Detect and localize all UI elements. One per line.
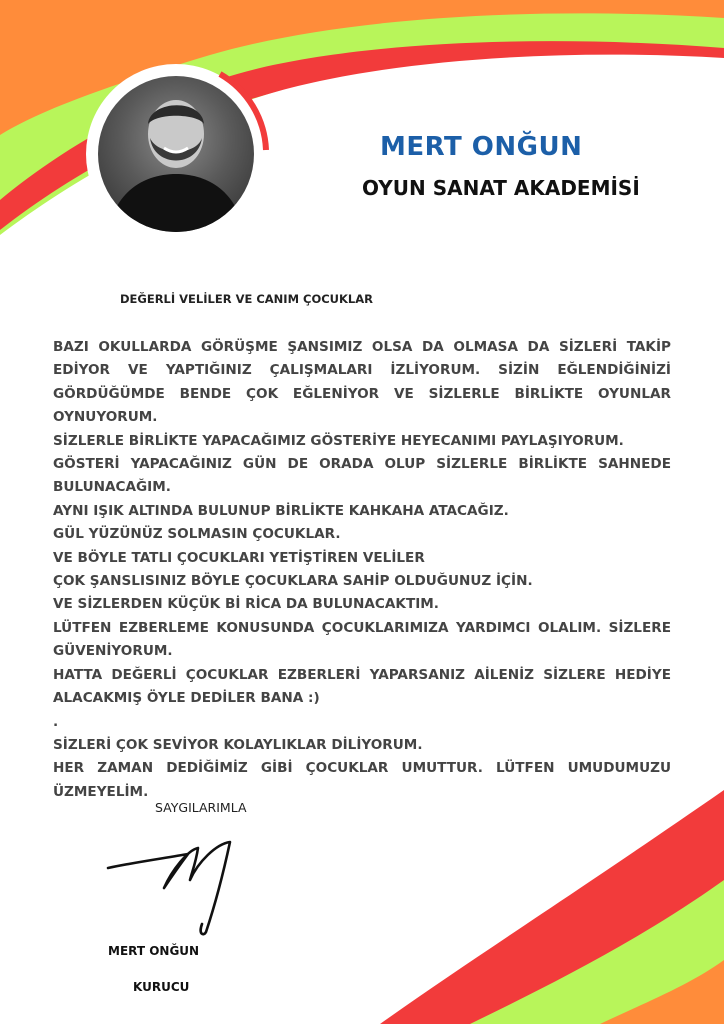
signature-name: MERT ONĞUN [108, 944, 200, 958]
letter-paragraph: LÜTFEN EZBERLEME KONUSUNDA ÇOCUKLARIMIZA YARDIMCI OLALIM. SİZLERE GÜVENİYORUM. [53, 619, 671, 660]
letter-body [53, 336, 671, 804]
letter-paragraph: SİZLERİ ÇOK SEVİYOR KOLAYLIKLAR DİLİYORUM. [53, 736, 423, 753]
letter-paragraph: ÇOK ŞANSLISINIZ BÖYLE ÇOCUKLARA SAHİP OLDUĞUNUZ İÇİN. [53, 573, 533, 590]
handwritten-signature [106, 840, 246, 940]
letter-greeting: DEĞERLİ VELİLER VE CANIM ÇOCUKLAR [120, 292, 374, 306]
signature-role: KURUCU [133, 980, 190, 994]
letter-paragraph: GÖSTERİ YAPACAĞINIZ GÜN DE ORADA OLUP SİZLERLE BİRLİKTE SAHNEDE BULUNACAĞIM. [53, 456, 671, 496]
profile-photo [98, 76, 254, 232]
header-name: MERT ONĞUN [380, 132, 583, 162]
letter-paragraph: SİZLERLE BİRLİKTE YAPACAĞIMIZ GÖSTERİYE HEYECANIMI PAYLAŞIYORUM. [53, 432, 624, 449]
letter-paragraph: AYNI IŞIK ALTINDA BULUNUP BİRLİKTE KAHKAHA ATACAĞIZ. [53, 502, 509, 519]
letter-paragraph: . [53, 713, 59, 730]
letter-paragraph: GÜL YÜZÜNÜZ SOLMASIN ÇOCUKLAR. [53, 526, 341, 543]
letter-closing: SAYGILARIMLA [155, 800, 247, 815]
letter-paragraph: HATTA DEĞERLİ ÇOCUKLAR EZBERLERİ YAPARSANIZ AİLENİZ SİZLERE HEDİYE ALACAKMIŞ ÖYLE DEDİLER BANA :) [53, 666, 671, 707]
letter-paragraph: VE BÖYLE TATLI ÇOCUKLARI YETİŞTİREN VELİLER [53, 549, 425, 566]
letter-paragraph: BAZI OKULLARDA GÖRÜŞME ŞANSIMIZ OLSA DA OLMASA DA SİZLERİ TAKİP EDİYOR VE YAPTIĞINIZ ÇALIŞMALARI İZLİYORUM. SİZİN EĞLENDİĞİNİZİ GÖRDÜĞÜMDE BENDE ÇOK EĞLENİYOR VE SİZLERLE BİRLİKTE OYUNLAR OYNUYORUM. [53, 339, 671, 426]
header-organization: OYUN SANAT AKADEMİSİ [362, 176, 640, 200]
letter-paragraph: HER ZAMAN DEDİĞİMİZ GİBİ ÇOCUKLAR UMUTTUR. LÜTFEN UMUDUMUZU ÜZMEYELİM. [53, 760, 671, 800]
letter-paragraph: VE SİZLERDEN KÜÇÜK Bİ RİCA DA BULUNACAKTIM. [53, 596, 439, 613]
